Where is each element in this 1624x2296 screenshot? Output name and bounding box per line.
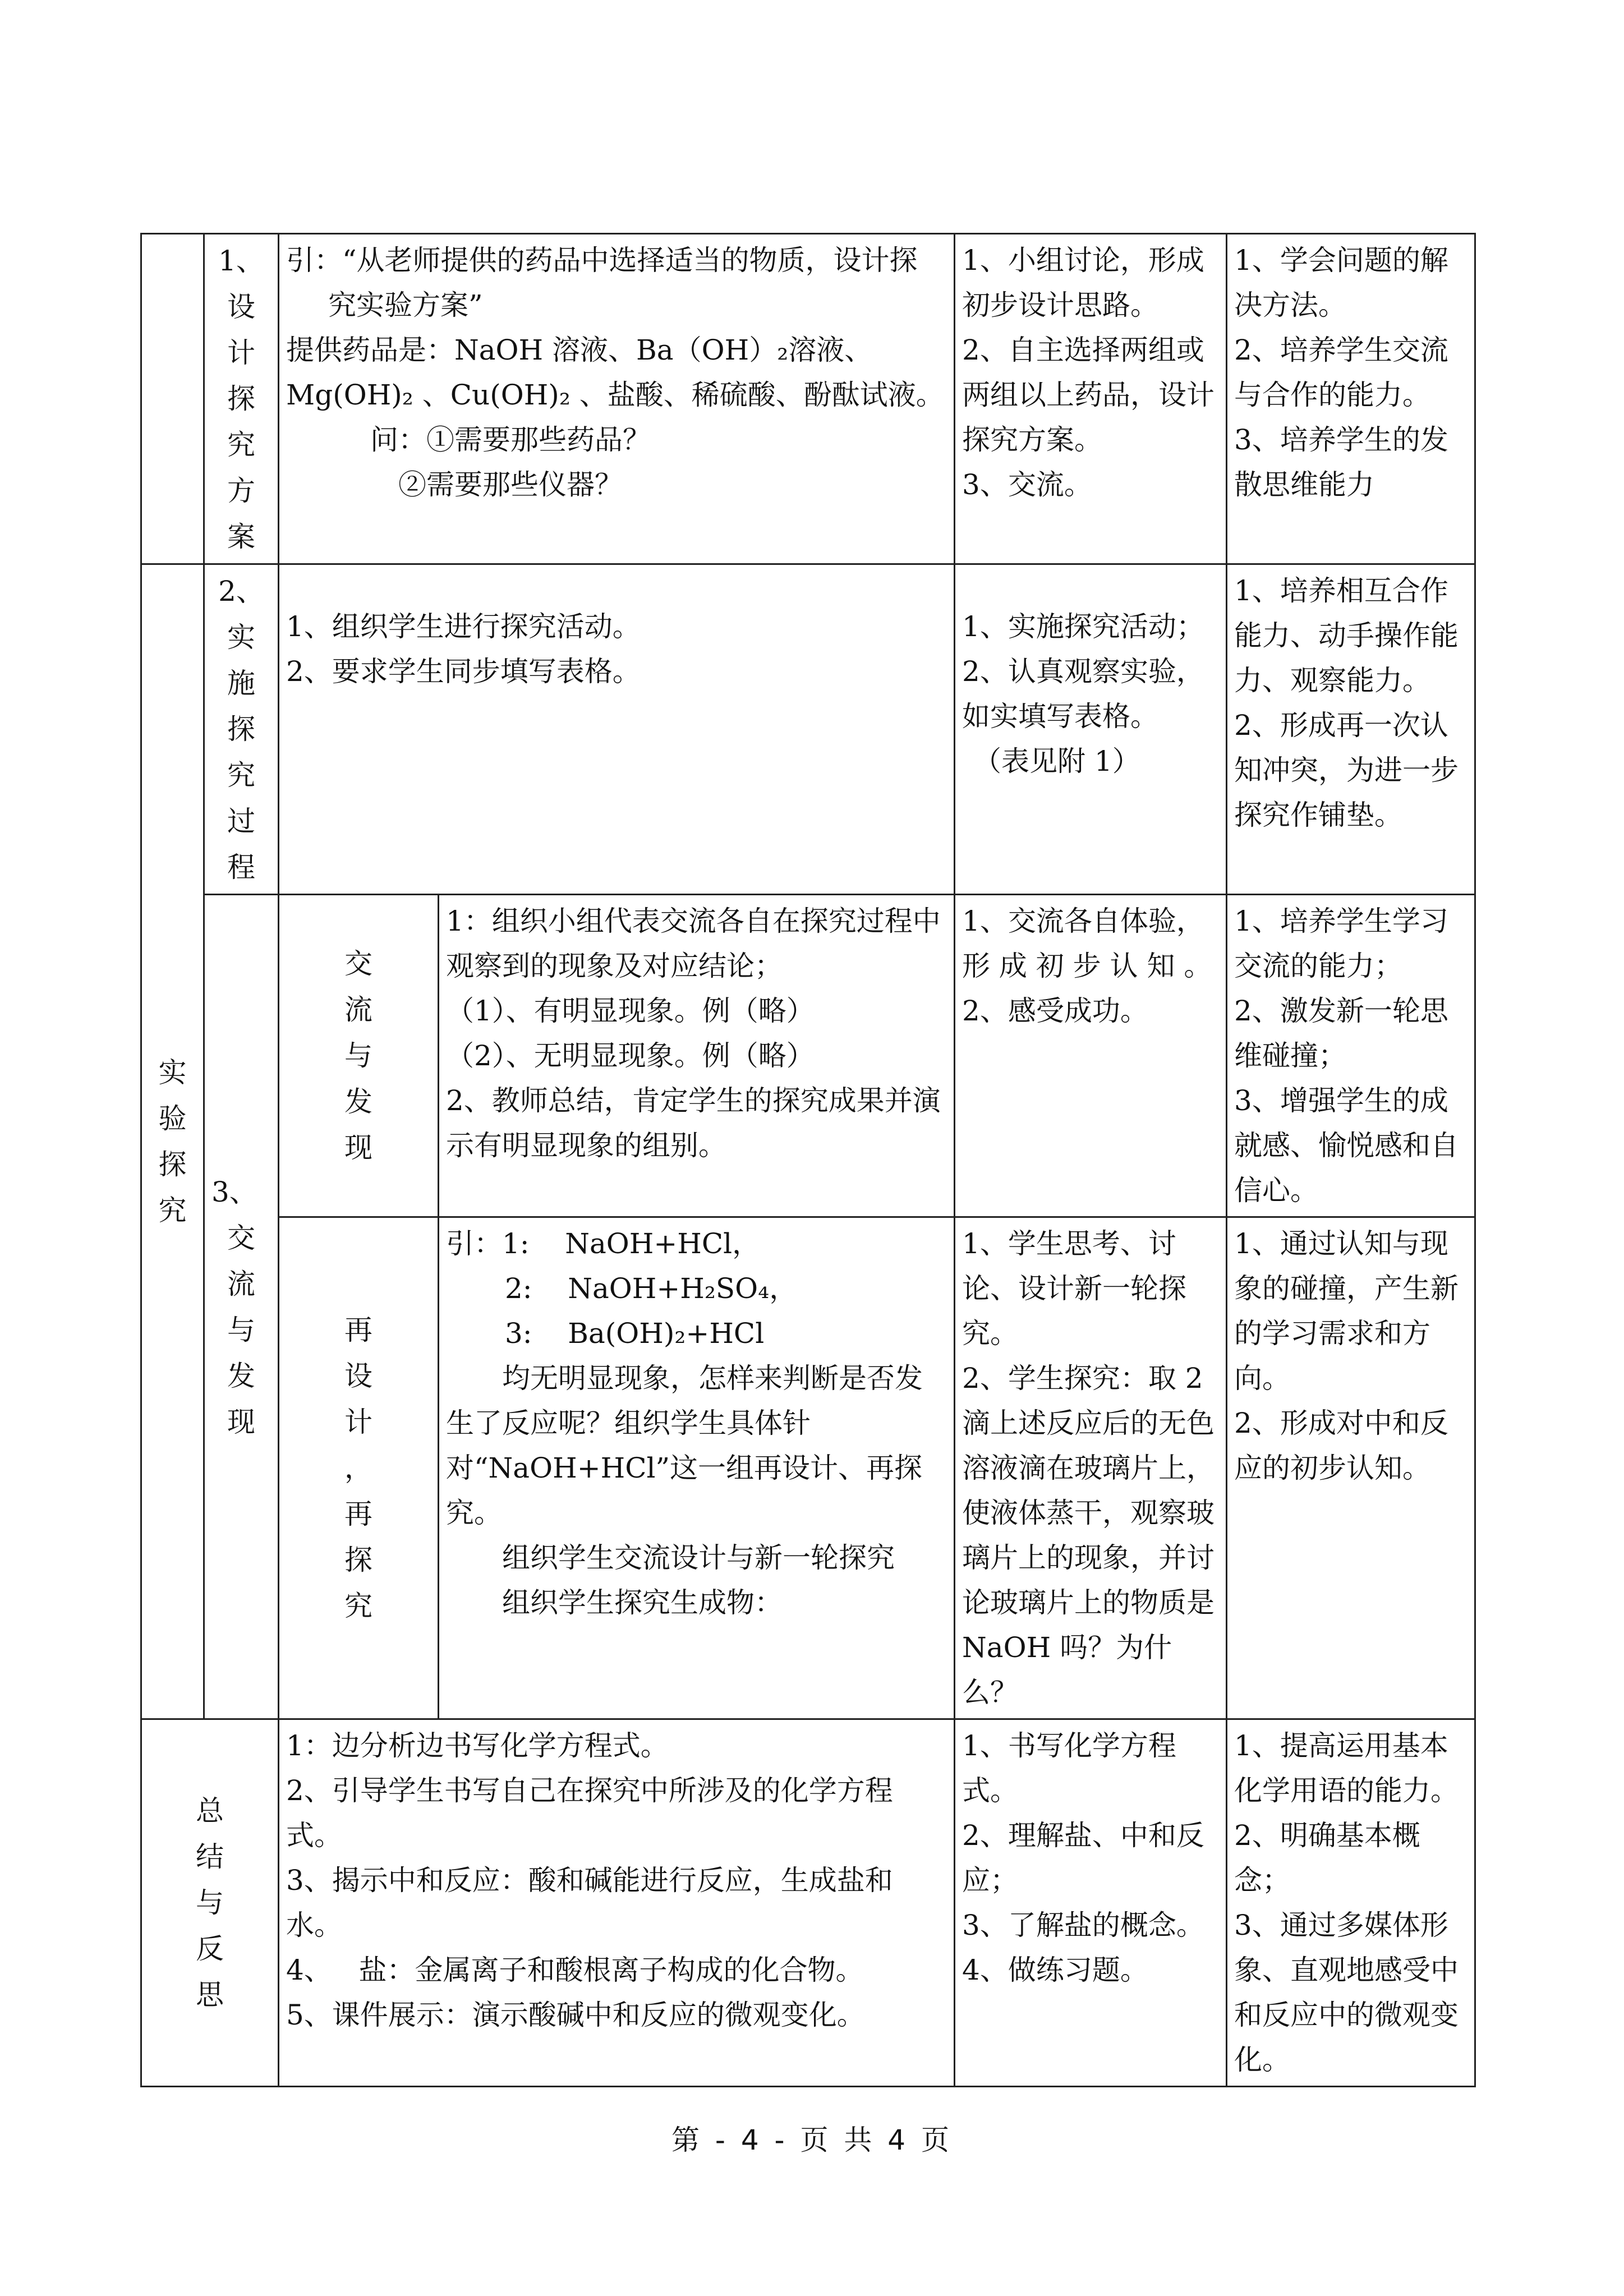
student-item: 1、实施探究活动； (962, 610, 1204, 643)
phase-char: 方 (227, 475, 255, 507)
purpose-item: 2、形成对中和反应的初步认知。 (1234, 1407, 1448, 1484)
equation-line: 引：1: NaOH+HCl， (446, 1227, 761, 1260)
subphase-redesign (279, 1217, 439, 1719)
phase-char: 设 (227, 291, 255, 323)
student-item: 1、小组讨论，形成初步设计思路。 (962, 244, 1204, 321)
section-cell-empty (141, 234, 204, 564)
teacher-line: （1）、有明显现象。例（略） (446, 995, 815, 1027)
student-activity (955, 895, 1227, 1217)
phase-char: 1、 (218, 245, 264, 277)
design-purpose (1227, 895, 1475, 1217)
phase-char: 流 (227, 1267, 255, 1300)
purpose-item: 2、形成再一次认知冲突，为进一步探究作铺垫。 (1234, 709, 1459, 831)
student-activity (955, 1719, 1227, 2087)
purpose-item: 3、增强学生的成就感、愉悦感和自信心。 (1234, 1084, 1459, 1207)
purpose-item: 3、培养学生的发散思维能力 (1234, 424, 1448, 501)
teacher-line: 2、教师总结，肯定学生的探究成果并演示有明显现象的组别。 (446, 1084, 941, 1162)
phase-char: 究 (227, 429, 255, 461)
purpose-item: 2、激发新一轮思维碰撞； (1234, 995, 1448, 1072)
purpose-item: 1、提高运用基本化学用语的能力。 (1234, 1729, 1459, 1807)
subphase-char: 交 (344, 947, 372, 980)
teacher-line: 究实验方案” (328, 289, 483, 321)
equation-line: 3: Ba(OH)₂+HCl (505, 1317, 765, 1350)
teacher-line: 引：“从老师提供的药品中选择适当的物质，设计探 (286, 244, 918, 277)
section-char: 实 (158, 1056, 187, 1089)
phase-char: 程 (227, 851, 255, 884)
teacher-line: 组织学生交流设计与新一轮探究 (502, 1542, 895, 1574)
teacher-line: 5、课件展示：演示酸碱中和反应的微观变化。 (286, 1999, 865, 2031)
student-item: 3、了解盐的概念。 (962, 1909, 1204, 1941)
subphase-char: 探 (344, 1544, 372, 1576)
subphase-char: 发 (344, 1085, 372, 1118)
section-experiment-inquiry (141, 564, 204, 1719)
phase-char: 实 (227, 621, 255, 654)
teacher-activity (279, 564, 955, 895)
subphase-exchange (279, 895, 439, 1217)
section-char: 反 (196, 1932, 224, 1965)
student-item: 2、自主选择两组或两组以上药品，设计探究方案。 (962, 334, 1215, 456)
student-item: 3、交流。 (962, 468, 1092, 501)
phase-char: 施 (227, 667, 255, 700)
section-char: 思 (196, 1978, 224, 2011)
phase-char: 发 (227, 1359, 255, 1392)
teacher-line-part: 提供药品是：NaOH 溶液、Ba（OH） (286, 334, 778, 366)
purpose-item: 1、学会问题的解决方法。 (1234, 244, 1448, 321)
teacher-line: 均无明显现象，怎样来判断是否发生了反应呢？组织学生具体针对“NaOH+HCl”这一组再设计、再探究。 (446, 1362, 923, 1529)
teacher-activity (439, 895, 955, 1217)
teacher-line: 组织学生探究生成物： (502, 1586, 783, 1619)
student-item: 1、书写化学方程式。 (962, 1729, 1176, 1807)
phase-exchange-discover (204, 895, 279, 1719)
purpose-item: 1、培养相互合作能力、动手操作能力、观察能力。 (1234, 574, 1459, 697)
teacher-line: 4、 盐：金属离子和酸根离子构成的化合物。 (286, 1954, 864, 1986)
purpose-item: 2、明确基本概念； (1234, 1819, 1420, 1897)
student-item: 2、认真观察实验，如实填写表格。 (962, 655, 1204, 733)
student-item: 1、学生思考、讨论、设计新一轮探究。 (962, 1227, 1187, 1350)
phase-char: 现 (227, 1405, 255, 1438)
student-item: 2、理解盐、中和反应； (962, 1819, 1204, 1897)
section-char: 验 (158, 1102, 187, 1135)
teacher-line: （2）、无明显现象。例（略） (446, 1039, 815, 1072)
student-item: 4、做练习题。 (962, 1954, 1148, 1986)
section-summary-reflection (141, 1719, 279, 2087)
section-char: 探 (158, 1148, 187, 1181)
student-item: 2、学生探究：取 2 滴上述反应后的无色溶液滴在玻璃片上，使液体蒸干，观察玻璃片上的现象，并讨论玻璃片上的物质是 NaOH 吗？为什么？ (962, 1362, 1215, 1709)
row-redesign (141, 1217, 1475, 1719)
student-activity (955, 1217, 1227, 1719)
phase-char: 过 (227, 805, 255, 838)
student-activity (955, 564, 1227, 895)
phase-char: 3、 (211, 1175, 257, 1208)
teacher-line: 3、揭示中和反应：酸和碱能进行反应，生成盐和水。 (286, 1864, 893, 1941)
student-activity (955, 234, 1227, 564)
section-char: 总 (196, 1795, 224, 1827)
equation-line: 2: NaOH+H₂SO₄， (505, 1272, 798, 1305)
phase-char: 2、 (218, 575, 264, 608)
student-item: 1、交流各自体验，形 成 初 步 认 知 。 (962, 905, 1212, 982)
teacher-line: 2、引导学生书写自己在探究中所涉及的化学方程式。 (286, 1774, 893, 1852)
row-implement (141, 564, 1475, 895)
phase-char: 案 (227, 521, 255, 553)
subphase-char: 设 (344, 1360, 372, 1392)
design-purpose (1227, 1217, 1475, 1719)
purpose-item: 1、通过认知与现象的碰撞，产生新的学习需求和方向。 (1234, 1227, 1459, 1395)
teacher-activity (279, 234, 955, 564)
teacher-activity (279, 1719, 955, 2087)
row-design-plan (141, 234, 1475, 564)
teacher-activity (439, 1217, 955, 1719)
teacher-line: 1、组织学生进行探究活动。 (286, 610, 641, 643)
phase-char: 探 (227, 713, 255, 746)
subphase-char: 计 (344, 1406, 372, 1438)
purpose-item: 3、通过多媒体形象、直观地感受中和反应中的微观变化。 (1234, 1909, 1459, 2076)
phase-char: 交 (227, 1221, 255, 1254)
subphase-char: 与 (344, 1039, 372, 1072)
lesson-plan-table (140, 233, 1476, 2087)
student-item: （表见附 1） (973, 745, 1140, 777)
teacher-line: 1：边分析边书写化学方程式。 (286, 1729, 669, 1762)
phase-implement (204, 564, 279, 895)
subphase-char: 再 (344, 1498, 372, 1530)
phase-char: 与 (227, 1313, 255, 1346)
teacher-line (286, 328, 947, 372)
section-char: 究 (158, 1194, 187, 1227)
row-exchange (141, 895, 1475, 1217)
teacher-line: Mg(OH)₂ 、Cu(OH)₂ 、盐酸、稀硫酸、酚酞试液。 (286, 379, 944, 411)
phase-char: 探 (227, 383, 255, 415)
design-purpose (1227, 234, 1475, 564)
subphase-char: 现 (344, 1131, 372, 1164)
subphase-char: 究 (344, 1590, 372, 1622)
page-footer: 第 - 4 - 页 共 4 页 (671, 2124, 953, 2156)
teacher-line: 1：组织小组代表交流各自在探究过程中观察到的现象及对应结论； (446, 905, 941, 982)
phase-design-plan (204, 234, 279, 564)
teacher-line: 2、要求学生同步填写表格。 (286, 655, 641, 688)
purpose-item: 1、培养学生学习交流的能力； (1234, 905, 1448, 982)
design-purpose (1227, 564, 1475, 895)
section-char: 结 (196, 1841, 224, 1873)
teacher-line: 问：①需要那些药品？ (370, 424, 651, 456)
design-purpose (1227, 1719, 1475, 2087)
phase-char: 计 (227, 337, 255, 369)
purpose-item: 2、培养学生交流与合作的能力。 (1234, 334, 1448, 411)
student-item: 2、感受成功。 (962, 995, 1148, 1027)
row-summary (141, 1719, 1475, 2087)
phase-char: 究 (227, 759, 255, 792)
subphase-char: ， (344, 1452, 372, 1484)
section-char: 与 (196, 1887, 224, 1919)
subphase-char: 流 (344, 993, 372, 1026)
teacher-line-part: ₂溶液、 (777, 334, 873, 366)
teacher-line: ②需要那些仪器？ (398, 468, 623, 501)
subphase-char: 再 (344, 1314, 372, 1346)
